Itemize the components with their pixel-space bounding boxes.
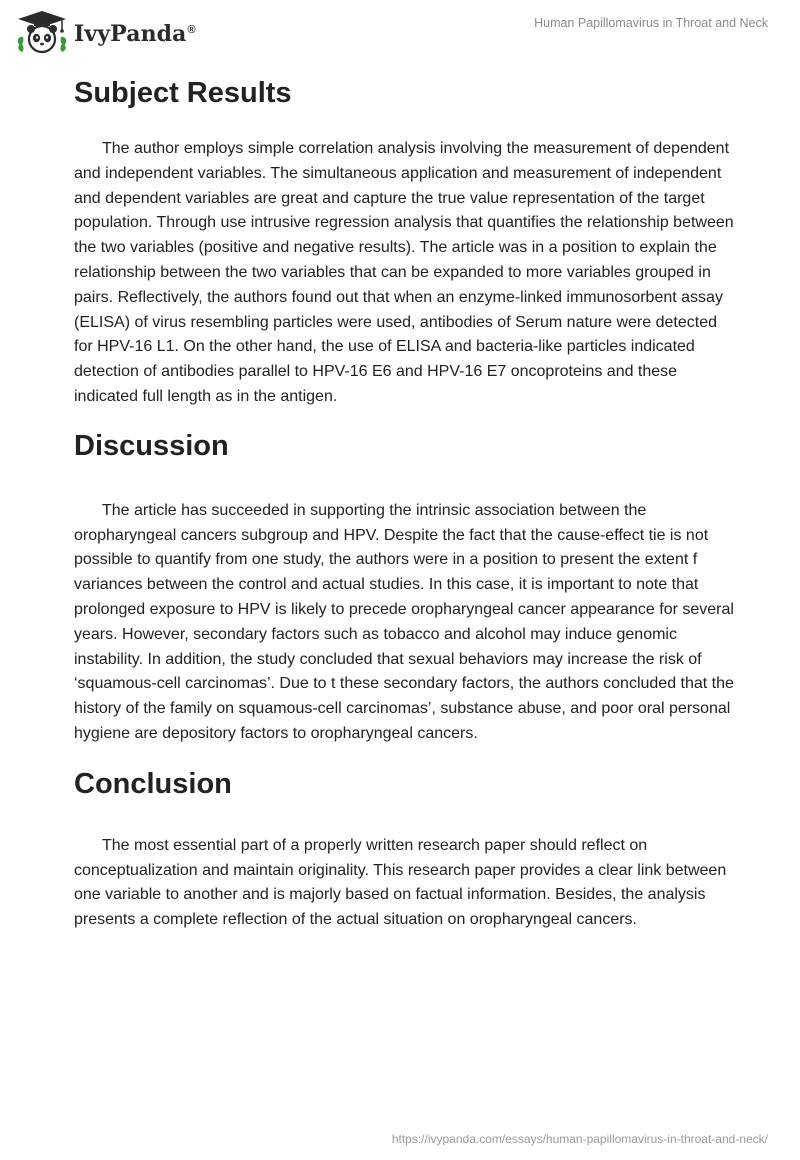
- section-heading: Conclusion: [74, 767, 232, 800]
- panda-graduate-icon: [14, 8, 70, 58]
- section-paragraph: The most essential part of a properly written research paper should reflect on conceptualization and maintain originality. This research paper provides a clear link between one variable to another and is majorly based on factual information. Besides, the analysis presents a complete reflection of the actual situation on oropharyngeal cancers.: [74, 836, 727, 929]
- section-paragraph: The author employs simple correlation analysis involving the measurement of dependent and independent variables. The simultaneous application and measurement of independent and dependent variables are great and capture the true value representation of the target population. Through use intrusive regression analysis that quantifies the relationship between the two variables (positive and negative results). The article was in a position to explain the relationship between the two variables that can be expanded to more variables grouped in pairs. Reflectively, the authors found out that when an enzyme-linked immunosorbent assay (ELISA) of virus resembling particles were used, antibodies of Serum nature were detected for HPV-16 L1. On the other hand, the use of ELISA and bacteria-like particles indicated detection of antibodies parallel to HPV-16 E6 and HPV-16 E7 oncoproteins and these indicated full length as in the antigen.: [74, 140, 734, 405]
- section-discussion: [74, 427, 734, 747]
- section-heading: Subject Results: [74, 77, 292, 109]
- document-content: [74, 72, 734, 933]
- running-title: Human Papillomavirus in Throat and Neck: [534, 16, 768, 30]
- page-header: [0, 0, 800, 70]
- section-heading: Discussion: [74, 429, 229, 462]
- section-paragraph: The article has succeeded in supporting the intrinsic association between the oropharyngeal cancers subgroup and HPV. Despite the fact that the cause-effect tie is not possible to quantify from one study, the authors were in a position to present the extent f variances between the control and actual studies. In this case, it is important to note that prolonged exposure to HPV is likely to precede oropharyngeal cancer appearance for several years. However, secondary factors such as tobacco and alcohol may induce genomic instability. In addition, the study concluded that sexual behaviors may increase the risk of ‘squamous-cell carcinomas’. Due to t these secondary factors, the authors concluded that the history of the family on squamous-cell carcinomas’, substance abuse, and poor oral personal hygiene are depository factors to oropharyngeal cancers.: [74, 501, 734, 742]
- ivypanda-logo[interactable]: [14, 8, 196, 58]
- section-conclusion: [74, 765, 734, 933]
- source-url-link[interactable]: https://ivypanda.com/essays/human-papillomavirus-in-throat-and-neck/: [391, 1132, 768, 1146]
- logo-name: IvyPanda: [74, 21, 187, 47]
- section-subject-results: [74, 74, 734, 410]
- logo-wordmark: [74, 21, 196, 47]
- logo-registered-mark: ®: [187, 23, 196, 36]
